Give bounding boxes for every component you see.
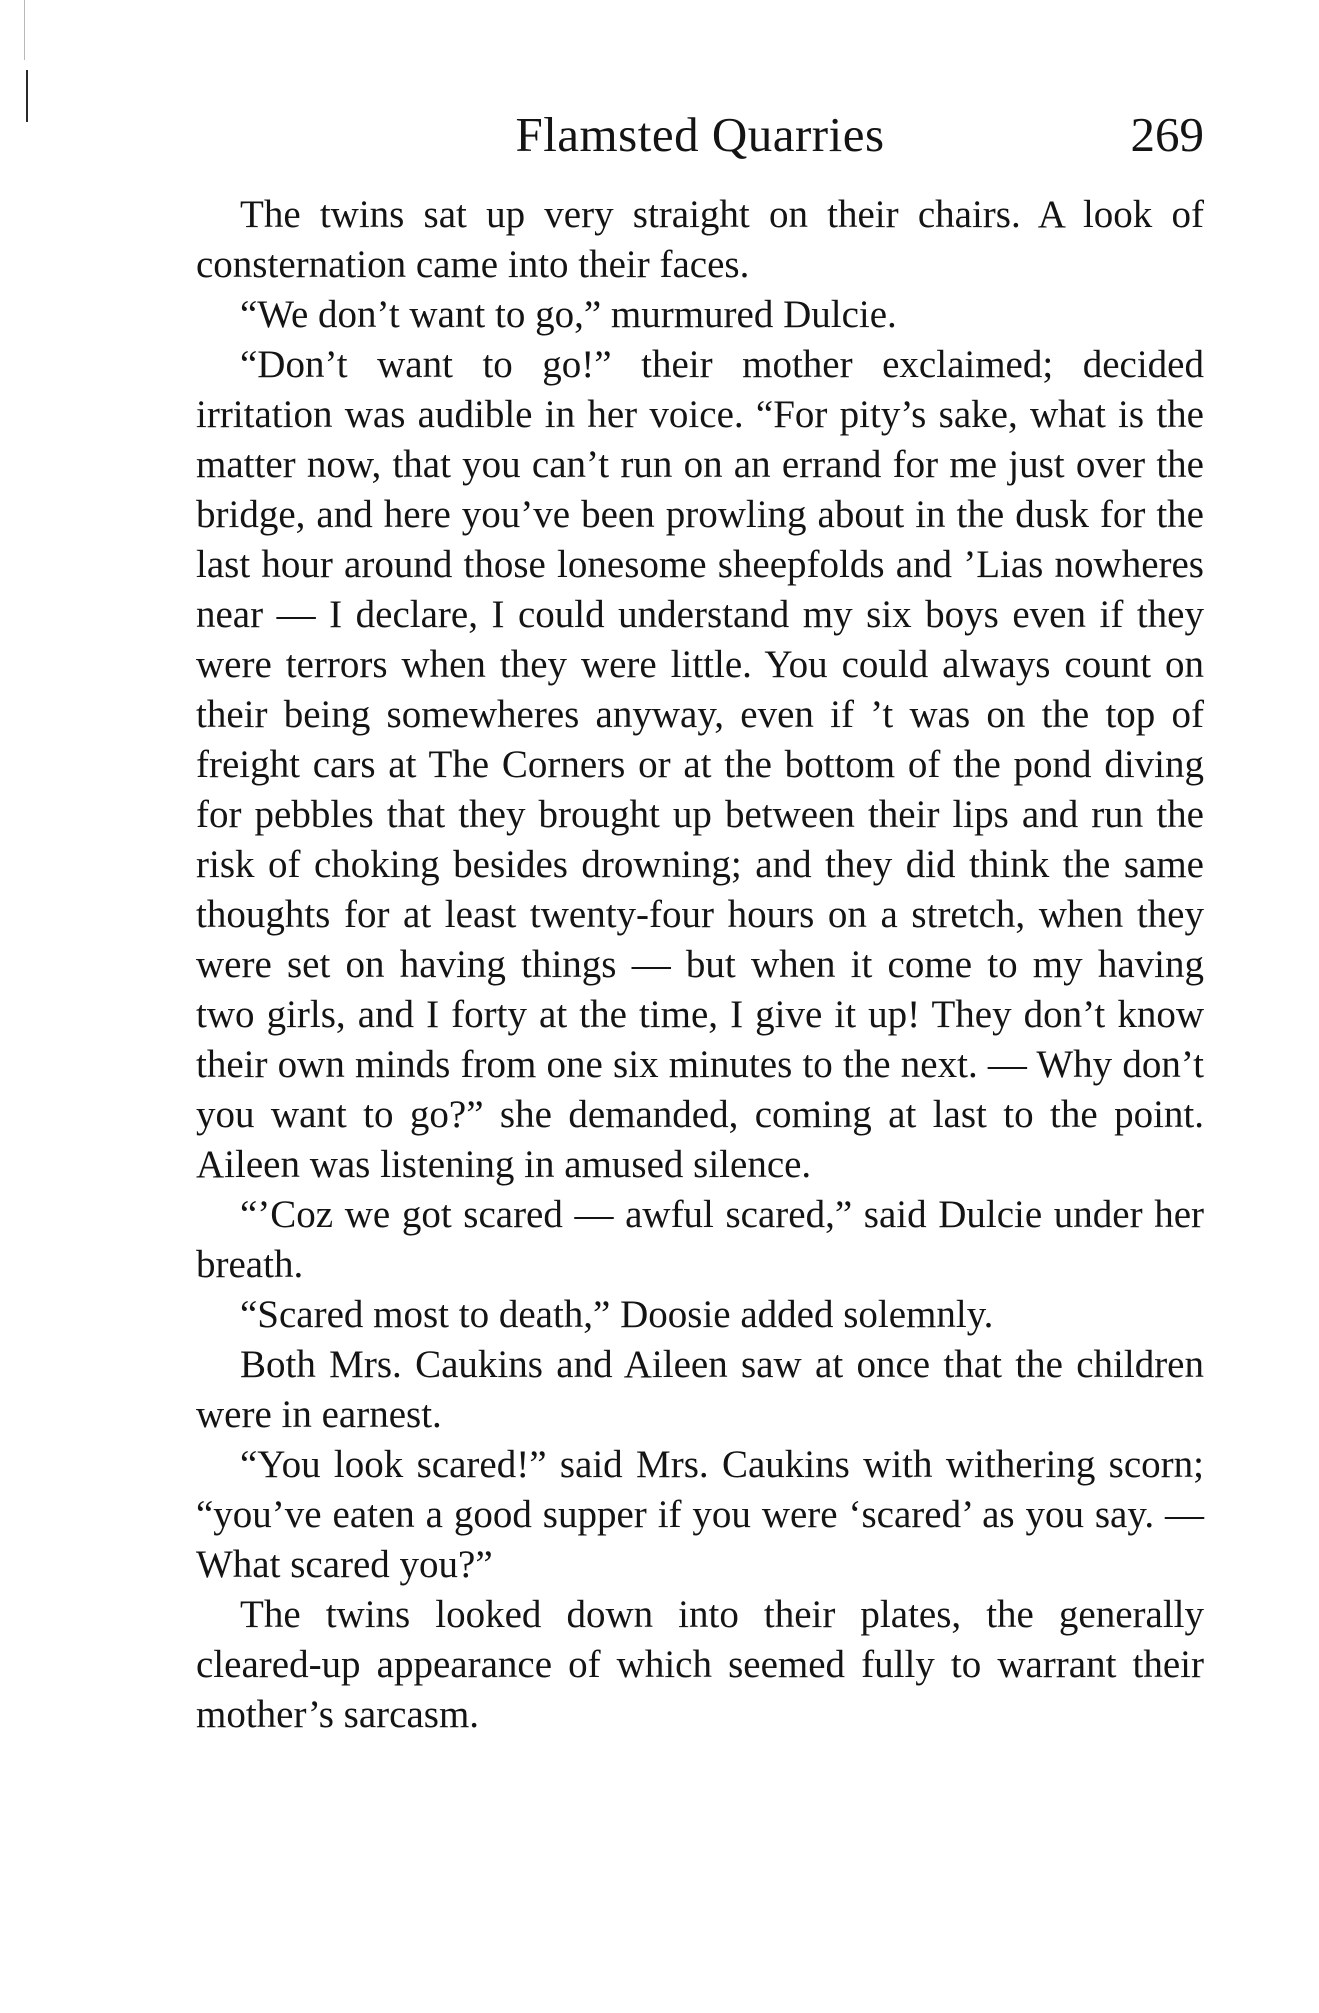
running-title: Flamsted Quarries (515, 107, 885, 162)
scan-margin-line (24, 0, 25, 60)
body-text (196, 190, 1204, 1740)
paragraph: “You look scared!” said Mrs. Caukins with withering scorn; “you’ve eaten a good supper if you were ‘scared’ as you say. — What scared you?” (196, 1443, 1204, 1586)
paragraph: “Scared most to death,” Doosie added solemnly. (240, 1293, 994, 1336)
paragraph: “’Coz we got scared — awful scared,” said Dulcie under her breath. (196, 1193, 1204, 1286)
paragraph: The twins looked down into their plates, the generally cleared-up appearance of which seemed fully to warrant their mother’s sarcasm. (196, 1593, 1204, 1736)
page-header (196, 100, 1204, 170)
page-number: 269 (1130, 107, 1204, 162)
paragraph: “Don’t want to go!” their mother exclaimed; decided irritation was audible in her voice. “For pity’s sake, what is the matter now, that you can’t run on an errand for me just over the bridge, and here you’ve been prowling about in the dusk for the last hour around those lonesome sheepfolds and ’Lias nowheres near — I declare, I could understand my six boys even if they were terrors when they were little. You could always count on their being somewheres anyway, even if ’t was on the top of freight cars at The Corners or at the bottom of the pond diving for pebbles that they brought up between their lips and run the risk of choking besides drowning; and they did think the same thoughts for at least twenty-four hours on a stretch, when they were set on having things — but when it come to my having two girls, and I forty at the time, I give it up! They don’t know their own minds from one six minutes to the next. — Why don’t you want to go?” she demanded, coming at last to the point. Aileen was listening in amused silence. (196, 343, 1204, 1186)
scan-margin-mark (26, 70, 28, 122)
paragraph: The twins sat up very straight on their chairs. A look of consternation came into their faces. (196, 193, 1204, 286)
paragraph: “We don’t want to go,” murmured Dulcie. (240, 293, 897, 336)
paragraph: Both Mrs. Caukins and Aileen saw at once that the children were in earnest. (196, 1343, 1204, 1436)
